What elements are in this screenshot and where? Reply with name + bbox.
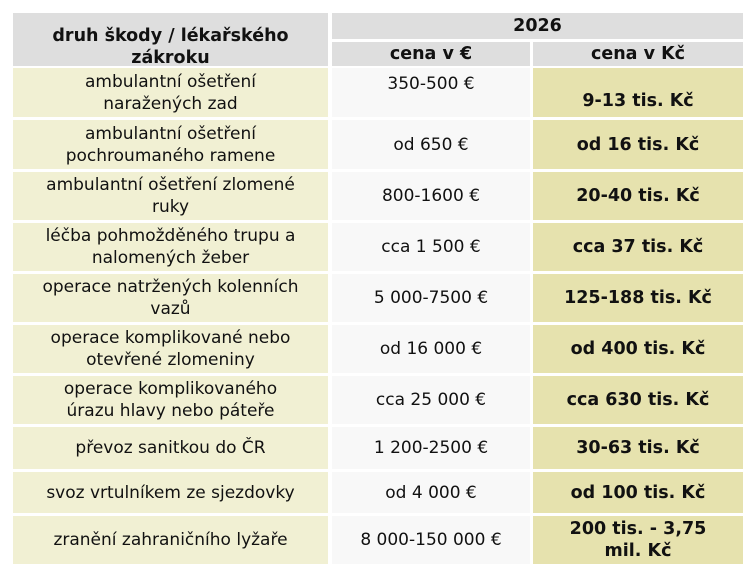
header-description-title <box>13 13 328 66</box>
row-5-price-eur: 5 000-7500 € <box>332 274 530 322</box>
row-6-price-eur: od 16 000 € <box>332 325 530 373</box>
row-7-price-eur: cca 25 000 € <box>332 376 530 424</box>
header-price-eur: cena v € <box>332 42 530 66</box>
row-7-description: operace komplikovaného úrazu hlavy nebo páteře <box>13 376 328 424</box>
row-8-price-eur: 1 200-2500 € <box>332 427 530 469</box>
row-3-price-eur: 800-1600 € <box>332 172 530 220</box>
row-9-description: svoz vrtulníkem ze sjezdovky <box>13 472 328 513</box>
row-10-price-eur: 8 000-150 000 € <box>332 516 530 564</box>
row-3-description: ambulantní ošetření zlomené ruky <box>13 172 328 220</box>
row-1-price-czk: 9-13 tis. Kč <box>533 68 743 117</box>
row-2-price-eur: od 650 € <box>332 120 530 169</box>
row-10-description: zranění zahraničního lyžaře <box>13 516 328 564</box>
header-description-text: druh škody / lékařského zákroku <box>52 26 289 68</box>
row-6-price-czk: od 400 tis. Kč <box>533 325 743 373</box>
header-price-czk: cena v Kč <box>533 42 743 66</box>
row-3-price-czk: 20-40 tis. Kč <box>533 172 743 220</box>
row-4-description: léčba pohmožděného trupu a nalomených žeber <box>13 223 328 271</box>
row-1-description: ambulantní ošetření naražených zad <box>13 68 328 117</box>
header-year: 2026 <box>332 13 743 39</box>
row-5-price-czk: 125-188 tis. Kč <box>533 274 743 322</box>
row-2-price-czk: od 16 tis. Kč <box>533 120 743 169</box>
row-2-description: ambulantní ošetření pochroumaného ramene <box>13 120 328 169</box>
row-8-description: převoz sanitkou do ČR <box>13 427 328 469</box>
row-9-price-czk: od 100 tis. Kč <box>533 472 743 513</box>
row-7-price-czk: cca 630 tis. Kč <box>533 376 743 424</box>
row-9-price-eur: od 4 000 € <box>332 472 530 513</box>
row-4-price-eur: cca 1 500 € <box>332 223 530 271</box>
row-8-price-czk: 30-63 tis. Kč <box>533 427 743 469</box>
row-4-price-czk: cca 37 tis. Kč <box>533 223 743 271</box>
row-6-description: operace komplikované nebo otevřené zlomeniny <box>13 325 328 373</box>
row-1-price-eur: 350-500 € <box>332 68 530 117</box>
row-5-description: operace natržených kolenních vazů <box>13 274 328 322</box>
row-10-price-czk: 200 tis. - 3,75 mil. Kč <box>533 516 743 564</box>
